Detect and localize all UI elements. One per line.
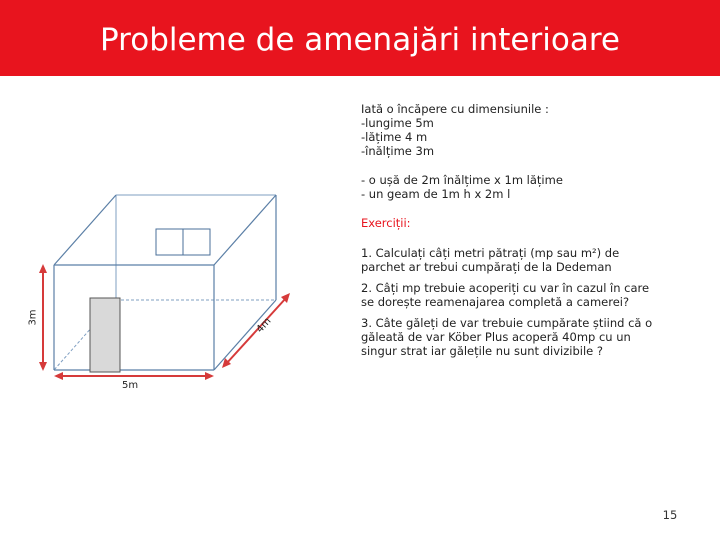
width-label: 4m [254, 315, 274, 336]
height-label: 3m [27, 309, 39, 326]
length-label: 5m [122, 380, 139, 391]
exercise-1 [361, 246, 619, 274]
intro-block [361, 102, 549, 158]
exercise-2 [361, 281, 649, 309]
window [156, 229, 210, 255]
room-front-edges [54, 195, 276, 370]
opening-door: - o ușă de 2m înălțime x 1m lățime [361, 173, 563, 187]
dimension-arrows [39, 264, 290, 380]
intro-heading: Iată o încăpere cu dimensiunile : [361, 102, 549, 116]
page-number: 15 [662, 508, 678, 522]
openings-list [361, 173, 563, 201]
exercise-line: 1. Calculați câți metri pătrați (mp sau m²) de [361, 246, 620, 260]
exercises-heading: Exerciții: [361, 216, 411, 230]
dim-width: -lățime 4 m [361, 130, 428, 144]
exercise-line: 3. Câte găleți de var trebuie cumpărate știind că o [361, 316, 653, 330]
room-back-edges [54, 195, 276, 370]
exercise-line: 2. Câți mp trebuie acoperiți cu var în cazul în care [361, 281, 650, 295]
door [90, 298, 120, 372]
dim-length: -lungime 5m [361, 116, 434, 130]
exercise-line: parchet ar trebui cumpărați de la Dedeman [361, 260, 612, 274]
exercise-line: găleată de var Köber Plus acoperă 40mp cu un [361, 330, 631, 344]
dim-height: -înălțime 3m [361, 144, 435, 158]
exercise-3 [361, 316, 652, 358]
slide-title: Probleme de amenajări interioare [100, 22, 620, 58]
exercise-line: singur strat iar gălețile nu sunt divizibile ? [361, 344, 603, 358]
opening-window: - un geam de 1m h x 2m l [361, 187, 511, 201]
exercise-line: se dorește reamenajarea completă a camerei? [361, 295, 630, 309]
